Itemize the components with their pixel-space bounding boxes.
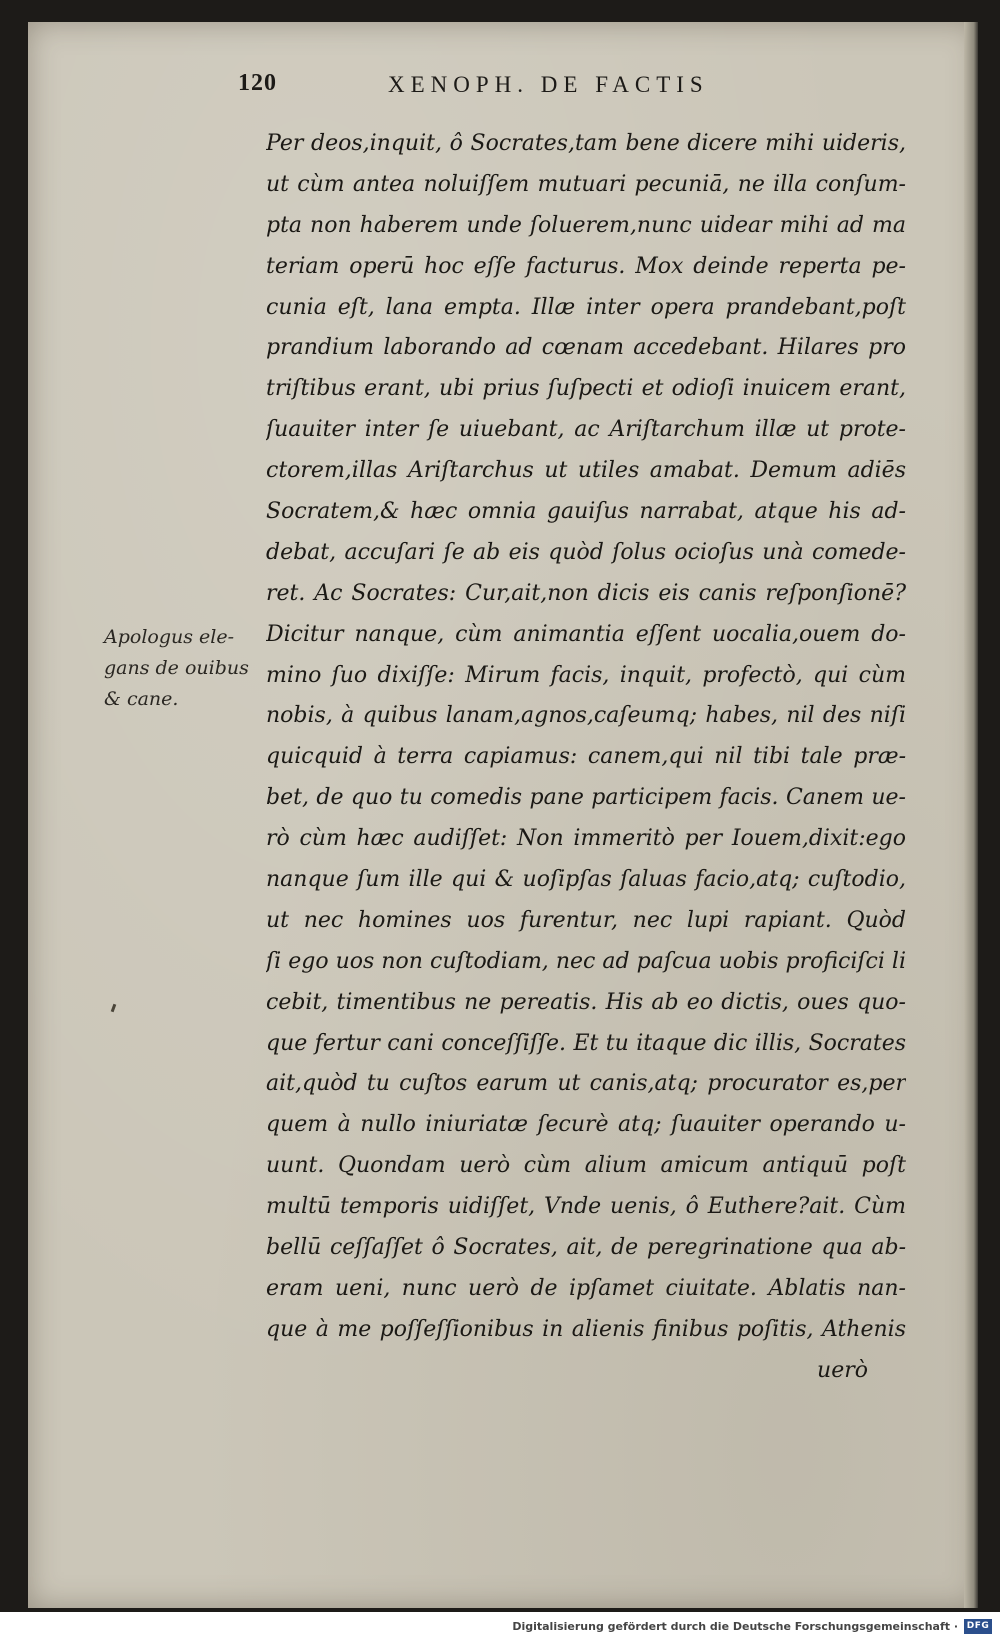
text-line: ut nec homines uos furentur, nec lupi rapiant. Quòd xyxy=(266,907,906,933)
text-line: ctorem,illas Ariſtarchus ut utiles amabat. Demum adiēs xyxy=(266,458,906,484)
text-line: uunt. Quondam uerò cùm alium amicum antiquū poſt xyxy=(266,1153,906,1179)
body-text xyxy=(266,124,906,1392)
text-line: debat, accuſari ſe ab eis quòd ſolus ocioſus unà comede- xyxy=(266,539,906,565)
text-line: mino ſuo dixiſſe: Mirum facis, inquit, profectò, qui cùm xyxy=(266,662,906,688)
text-line: quem à nullo iniuriatæ ſecurè atq; ſuauiter operando u- xyxy=(266,1112,906,1138)
text-line: pta non haberem unde ſoluerem,nunc uidear mihi ad ma xyxy=(266,212,906,238)
page-number: 120 xyxy=(238,70,277,96)
text-line: triſtibus erant, ubi prius ſuſpecti et odioſi inuicem erant, xyxy=(266,376,906,402)
running-head-title: XENOPH. DE FACTIS xyxy=(388,72,709,97)
text-line: nanque ſum ille qui & uoſipſas ſaluas facio,atq; cuſtodio, xyxy=(266,867,906,893)
marginal-note-line: & cane. xyxy=(104,688,179,710)
text-line: bellū ceſſaſſet ô Socrates, ait, de peregrinatione qua ab- xyxy=(266,1235,906,1261)
text-line: ſi ego uos non cuſtodiam, nec ad paſcua uobis proficiſci li xyxy=(266,948,906,974)
text-line: multū temporis uidiſſet, Vnde uenis, ô Euthere?ait. Cùm xyxy=(266,1194,906,1220)
text-line: Socratem,& hæc omnia gauiſus narrabat, atque his ad- xyxy=(266,499,906,525)
catchword: uerò xyxy=(817,1357,868,1383)
text-line: eram ueni, nunc uerò de ipſamet ciuitate. Ablatis nan- xyxy=(266,1275,906,1301)
text-line: ut cùm antea noluiſſem mutuari pecuniā, ne illa conſum- xyxy=(266,171,906,197)
marginal-note-line: gans de ouibus xyxy=(104,657,249,679)
text-line: ſuauiter inter ſe uiuebant, ac Ariſtarchum illæ ut prote- xyxy=(266,417,906,443)
text-line: teriam operū hoc eſſe facturus. Mox deinde reperta pe- xyxy=(266,253,906,279)
text-line: que fertur cani conceſſiſſe. Et tu itaque dic illis, Socrates xyxy=(266,1030,906,1056)
page-edge xyxy=(964,22,978,1608)
text-line: cebit, timentibus ne pereatis. His ab eo dictis, oues quo- xyxy=(266,989,906,1015)
text-line: que à me poſſeſſionibus in alienis finibus poſitis, Athenis xyxy=(266,1316,906,1342)
marginal-note xyxy=(104,622,254,715)
running-head xyxy=(238,70,828,104)
funding-notice: Digitalisierung gefördert durch die Deutsche Forschungsgemeinschaft · xyxy=(512,1620,958,1633)
marginal-note-line: Apologus ele- xyxy=(104,626,235,648)
text-line: prandium laborando ad cœnam accedebant. Hilares pro xyxy=(266,335,906,361)
text-line: Per deos,inquit, ô Socrates,tam bene dicere mihi uideris, xyxy=(266,131,906,156)
text-line: Dicitur nanque, cùm animantia eſſent uocalia,ouem do- xyxy=(266,621,906,647)
footer-bar xyxy=(0,1612,1000,1642)
text-line: bet, de quo tu comedis pane participem facis. Canem ue- xyxy=(266,785,906,811)
text-line: cunia eſt, lana empta. Illæ inter opera prandebant,poſt xyxy=(266,294,906,320)
text-line: ait,quòd tu cuſtos earum ut canis,atq; procurator es,per xyxy=(266,1071,906,1097)
text-line: rò cùm hæc audiſſet: Non immeritò per Iouem,dixit:ego xyxy=(266,826,906,852)
text-line: nobis, à quibus lanam,agnos,caſeumq; habes, nil des niſi xyxy=(266,703,906,729)
text-line: ret. Ac Socrates: Cur,ait,non dicis eis canis reſponſionē? xyxy=(266,580,906,606)
text-line: quicquid à terra capiamus: canem,qui nil tibi tale præ- xyxy=(266,744,906,770)
dfg-logo: DFG xyxy=(964,1619,992,1634)
